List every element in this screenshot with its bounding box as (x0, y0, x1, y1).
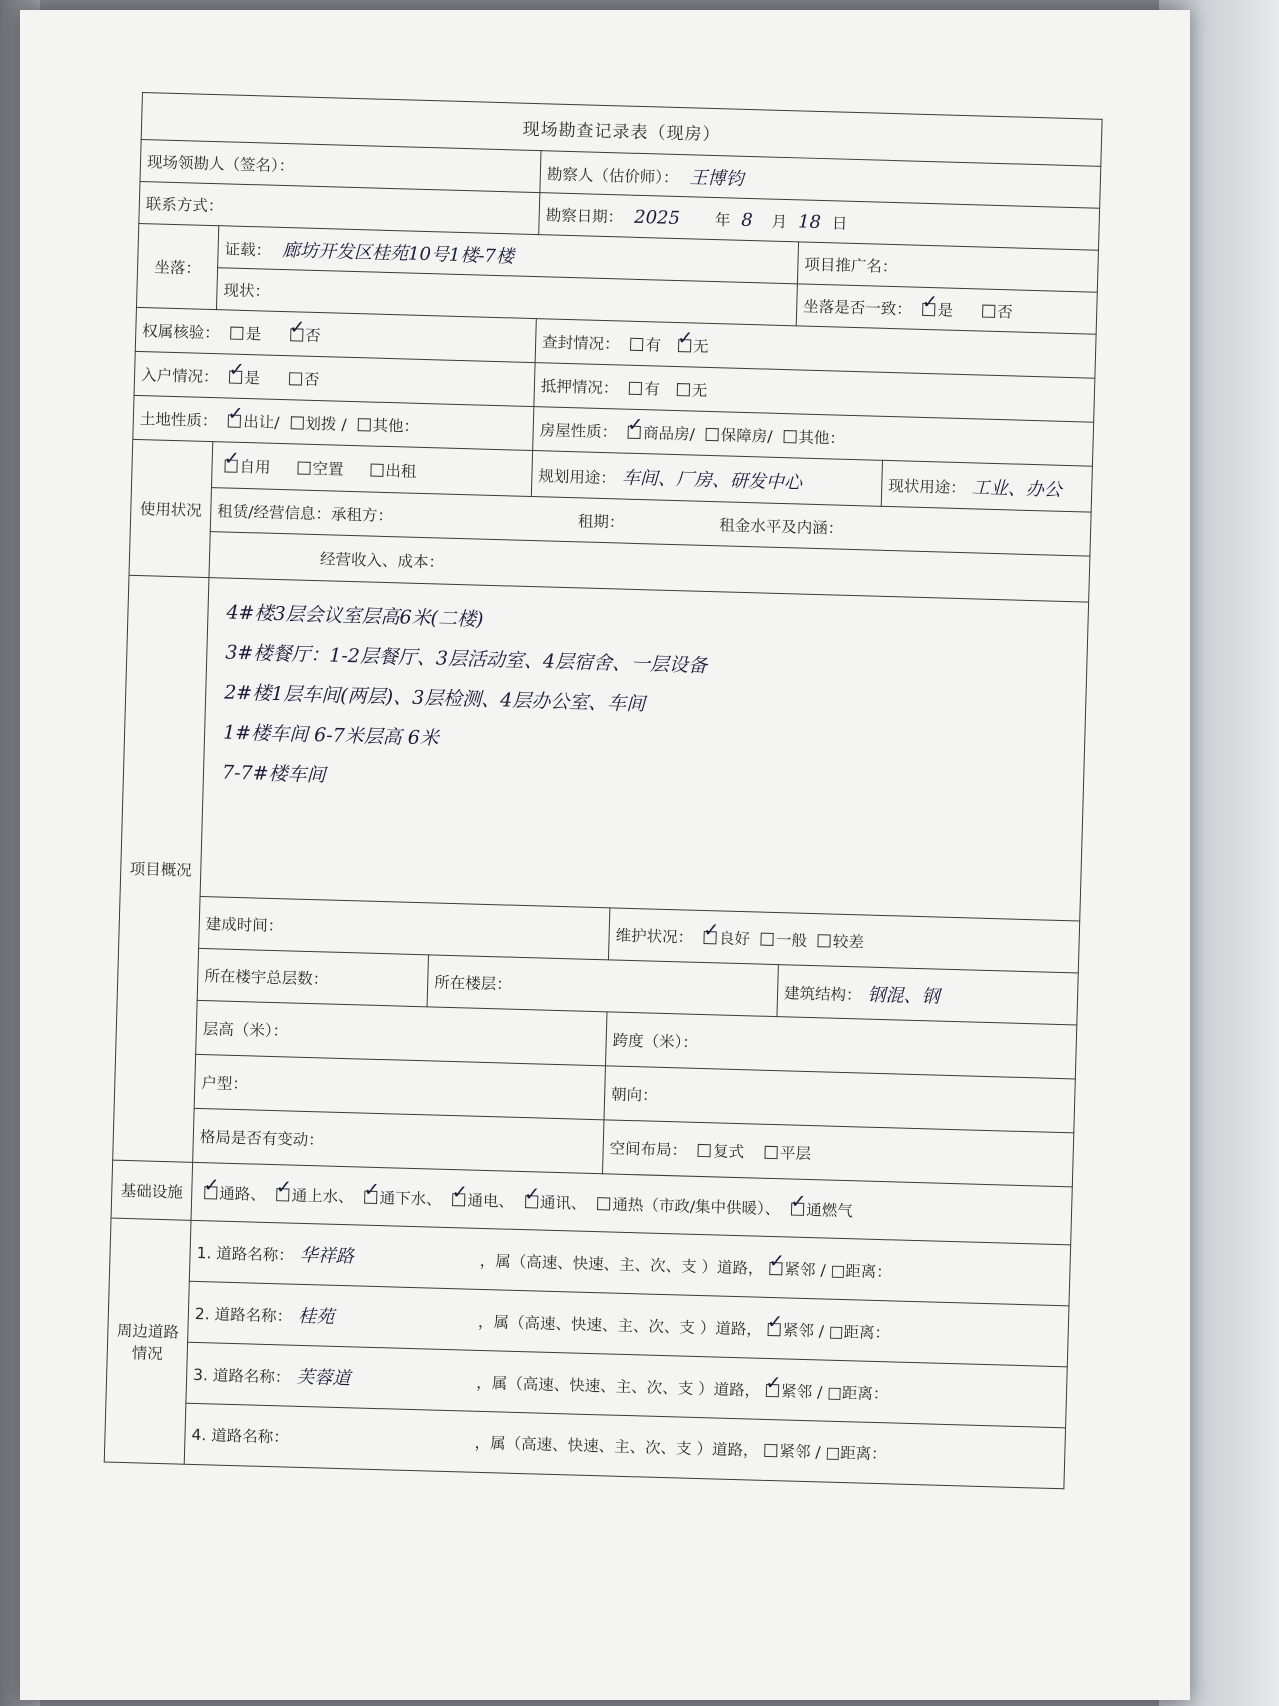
infra-water-checkbox[interactable] (277, 1188, 290, 1201)
road-number: 2 (194, 1304, 206, 1324)
mortgage-has-checkbox[interactable] (629, 381, 642, 394)
infra-heating-label: 通热（市政/集中供暖）、 (612, 1195, 781, 1218)
house-affordable-checkbox[interactable] (706, 427, 719, 440)
road-adjacent-label: 紧邻 (780, 1382, 813, 1402)
house-other-label: 其他： (798, 427, 846, 448)
cert-label: 证载： (224, 239, 272, 260)
infra-sewer-checkbox[interactable] (364, 1190, 377, 1203)
infra-heating-checkbox[interactable] (597, 1197, 610, 1210)
house-affordable-label: 保障房/ (720, 425, 773, 446)
note-line: 3#楼餐厅：1-2层餐厅、3层活动室、4层宿舍、一层设备 (225, 641, 708, 677)
usage-label: 使用状况 (129, 439, 213, 577)
ownership-yes-label: 是 (245, 324, 262, 343)
note-line: 7-7#楼车间 (221, 761, 326, 787)
road-number: 3 (192, 1365, 204, 1385)
road-class-text: ，属（高速、快速、主、次、支 ）道路， (477, 1312, 763, 1339)
location-label: 坐落： (136, 223, 218, 309)
space-flat-checkbox[interactable] (765, 1145, 778, 1158)
road-name-label: . 道路名称： (204, 1305, 293, 1326)
seal-label: 查封情况： (541, 332, 620, 353)
current-label: 现状： (223, 280, 271, 301)
land-label: 土地性质： (139, 409, 218, 430)
note-line: 2#楼1层车间(两层)、3层检测、4层办公室、车间 (223, 681, 646, 716)
entry-label: 入户情况： (140, 365, 219, 386)
maintenance-poor-checkbox[interactable] (818, 934, 831, 947)
inspector-signature: 王博钧 (689, 166, 744, 190)
land-allocate-checkbox[interactable] (290, 416, 303, 429)
ownership-label: 权属核验： (142, 321, 221, 342)
span-label: 跨度（米）： (612, 1031, 699, 1052)
usage-rent-label: 出租 (385, 461, 417, 481)
road-name-value: 桂苑 (297, 1305, 335, 1328)
date-month: 8 (741, 209, 754, 231)
road-distance-label: / □距离： (816, 1383, 889, 1404)
note-line: 1#楼车间 6-7米层高 6米 (222, 721, 440, 750)
layout-label: 户型： (201, 1073, 249, 1093)
house-other-checkbox[interactable] (783, 430, 796, 443)
entry-yes-checkbox[interactable] (229, 370, 242, 383)
total-floors-label: 所在楼宇总层数： (204, 966, 329, 989)
maintenance-normal-label: 一般 (775, 930, 808, 950)
ownership-no-checkbox[interactable] (290, 328, 303, 341)
promo-name-label: 项目推广名： (804, 255, 898, 276)
seal-none-checkbox[interactable] (678, 339, 691, 352)
on-site-guide-label: 现场领勘人（签名）： (146, 152, 295, 175)
structure-value: 钢混、钢 (867, 984, 940, 1008)
house-label: 房屋性质： (539, 420, 618, 441)
maintenance-normal-checkbox[interactable] (761, 932, 774, 945)
date-label: 勘察日期： (545, 205, 624, 226)
road-name-value (295, 1443, 475, 1448)
road-name-value: 芙蓉道 (296, 1366, 351, 1390)
seal-none-label: 无 (692, 336, 709, 356)
overview-label: 项目概况 (113, 575, 209, 1162)
house-commercial-label: 商品房/ (642, 423, 696, 444)
note-line: 4#楼3层会议室层高6米(二楼) (226, 601, 484, 631)
space-duplex-checkbox[interactable] (698, 1143, 711, 1156)
usage-vacant-label: 空置 (312, 459, 344, 479)
road-name-label: . 道路名称： (202, 1366, 291, 1387)
road-class-text: ，属（高速、快速、主、次、支 ）道路， (479, 1251, 764, 1278)
road-adjacent-checkbox[interactable] (769, 1262, 782, 1275)
floor-label: 所在楼层： (434, 973, 513, 994)
actual-use-value: 工业、办公 (971, 476, 1063, 501)
survey-form (104, 92, 1102, 1489)
date-year-unit: 年 (714, 210, 731, 229)
seal-has-label: 有 (645, 335, 662, 355)
road-adjacent-label: 紧邻 (779, 1442, 811, 1462)
land-transfer-checkbox[interactable] (228, 414, 241, 427)
infra-telecom-label: 通讯、 (539, 1193, 587, 1213)
infra-power-checkbox[interactable] (452, 1193, 465, 1206)
infra-telecom-checkbox[interactable] (525, 1195, 538, 1208)
road-distance-label: / □距离： (820, 1261, 893, 1282)
overview-notes (200, 578, 1089, 921)
form-title: 现场勘查记录表（现房） (141, 93, 1102, 167)
build-time-label: 建成时间： (205, 914, 284, 935)
date-month-unit: 月 (771, 212, 788, 231)
road-name-value: 华祥路 (299, 1244, 355, 1268)
mortgage-label: 抵押情况： (540, 376, 619, 397)
lease-label: 租赁/经营信息：承租方： (217, 501, 394, 525)
road-adjacent-label: 紧邻 (782, 1321, 815, 1341)
height-label: 层高（米）： (202, 1019, 289, 1040)
road-adjacent-checkbox[interactable] (764, 1444, 777, 1457)
maintenance-label: 维护状况： (615, 926, 694, 947)
entry-no-checkbox[interactable] (289, 372, 302, 385)
maintenance-poor-label: 较差 (832, 932, 865, 951)
location-match-no-label: 否 (996, 302, 1013, 321)
contact-label: 联系方式： (145, 194, 224, 215)
change-label: 格局是否有变动： (199, 1127, 325, 1149)
inspector-label: 勘察人（估价师）： (546, 164, 679, 187)
space-flat-label: 平层 (779, 1143, 812, 1163)
infra-sewer-label: 通下水、 (379, 1188, 442, 1209)
usage-self-checkbox[interactable] (224, 459, 237, 472)
land-other-checkbox[interactable] (357, 418, 370, 431)
maintenance-good-checkbox[interactable] (704, 931, 717, 944)
road-adjacent-checkbox[interactable] (766, 1384, 779, 1397)
road-name-label: . 道路名称： (201, 1426, 289, 1447)
paper-sheet (20, 10, 1190, 1700)
cert-address: 廊坊开发区桂苑10号1楼-7楼 (281, 239, 515, 267)
total-floors-cell (197, 948, 428, 1006)
road-adjacent-checkbox[interactable] (768, 1323, 781, 1336)
lease-term-label: 租期： (577, 511, 625, 532)
space-label: 空间布局： (609, 1138, 688, 1160)
space-duplex-label: 复式 (712, 1141, 745, 1161)
land-transfer-label: 出让/ (243, 412, 280, 432)
entry-yes-label: 是 (244, 368, 261, 387)
road-name-label: . 道路名称： (206, 1244, 295, 1265)
land-other-label: 其他： (372, 416, 420, 436)
location-match-no-checkbox[interactable] (982, 304, 995, 317)
road-distance-label: / □距离： (815, 1443, 887, 1464)
location-match-yes-checkbox[interactable] (923, 302, 936, 315)
ownership-yes-checkbox[interactable] (231, 326, 244, 339)
road-class-text: ，属（高速、快速、主、次、支 ）道路， (474, 1433, 759, 1460)
house-commercial-checkbox[interactable] (628, 425, 641, 438)
planned-use-value: 车间、厂房、研发中心 (621, 467, 803, 494)
date-day-unit: 日 (831, 213, 848, 233)
infra-gas-label: 通燃气 (805, 1200, 853, 1220)
date-day: 18 (797, 210, 822, 233)
usage-rent-checkbox[interactable] (370, 463, 383, 476)
actual-use-cell (881, 460, 1092, 512)
structure-label: 建筑结构： (783, 983, 862, 1004)
road-number: 1 (196, 1243, 207, 1263)
roads-label: 周边道路情况 (104, 1218, 191, 1464)
rent-label: 租金水平及内涵： (719, 515, 844, 538)
road-distance-label: / □距离： (818, 1322, 891, 1343)
seal-has-checkbox[interactable] (630, 337, 643, 350)
location-match-yes-label: 是 (937, 300, 954, 320)
maintenance-good-label: 良好 (718, 928, 751, 948)
infra-water-label: 通上水、 (291, 1186, 354, 1206)
mortgage-none-label: 无 (691, 380, 708, 400)
land-allocate-label: 划拨 / (305, 414, 347, 434)
infra-label: 基础设施 (111, 1160, 193, 1220)
infra-power-label: 通电、 (467, 1191, 515, 1211)
location-match-label: 坐落是否一致： (803, 297, 913, 319)
income-label: 经营收入、成本： (319, 549, 445, 572)
ownership-no-label: 否 (304, 326, 321, 345)
infra-gas-checkbox[interactable] (791, 1202, 804, 1215)
infra-road-label: 通路、 (219, 1184, 267, 1204)
date-year: 2025 (633, 206, 681, 229)
structure-cell (777, 965, 1078, 1025)
survey-table (104, 92, 1103, 1489)
mortgage-none-checkbox[interactable] (677, 383, 690, 396)
usage-vacant-checkbox[interactable] (297, 461, 310, 474)
actual-use-label: 现状用途： (888, 476, 967, 497)
usage-self-label: 自用 (239, 457, 271, 477)
entry-no-label: 否 (303, 370, 320, 389)
road-number: 4 (191, 1425, 202, 1445)
mortgage-has-label: 有 (644, 379, 661, 399)
road-adjacent-label: 紧邻 (784, 1260, 816, 1280)
orientation-label: 朝向： (610, 1084, 658, 1105)
planned-use-label: 规划用途： (538, 466, 617, 487)
infra-road-checkbox[interactable] (204, 1186, 217, 1199)
road-class-text: ，属（高速、快速、主、次、支 ）道路， (476, 1373, 761, 1400)
